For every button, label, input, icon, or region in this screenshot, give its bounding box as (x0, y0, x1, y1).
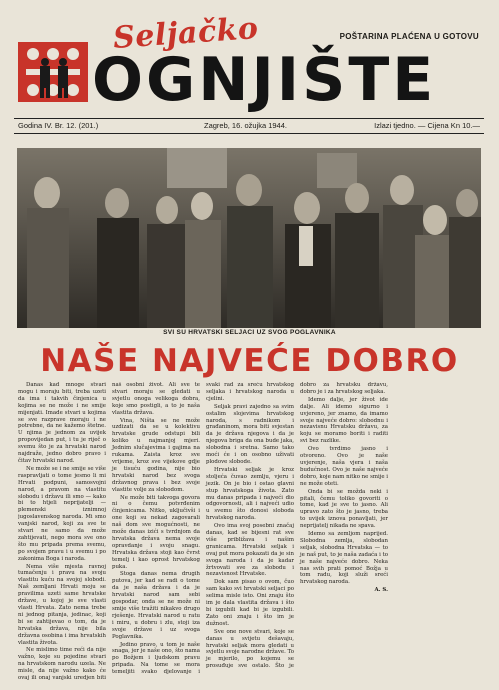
article-paragraph: Nema više mjesta ravnoj tumačenju i pravu na svoju vlastitu kuću na svojoj slobodi. Naš zemljani Hrvati moju se pravilima uzeti same hrvatske države, u kojoj je sve vlasti vlasti Hrvata. Zato nema trebe ni jednog pitanja, jedinac, koji bi se zahtijevao o tom, da je hrvatska država, nije bila državna osobina i ima hrvatskih vlastita života. (18, 563, 106, 646)
issue-info-bar (14, 118, 484, 134)
article-paragraph: Idemo dalje, jer život ide dalje. Ali idemo sigurno i uvjereno, jer znamo, da imamo svoje najveće dobro: slobodnu i nezavisnu Hrvatsku državu, za koju se moramo boriti i raditi svi bez razlike. (300, 396, 388, 445)
frequency-price: Izlazi tjedno. — Cijena Kn 10.— (374, 121, 480, 130)
folk-emblem-icon (18, 42, 88, 102)
article-body (18, 382, 482, 682)
article-paragraph: Ne može biti takvoga govora ni o čemu potvrđenim činjenicama. Nitko, uključivši i one koji su nekad zagovarali naš dom sve mogućnosti, ne može danas izići s tvrdnjom da hrvatska država nema svoje opravdanje i svoju snagu. Hrvatska država stoji kao čvrst temelj i kao oprost hrvatskog puka. (112, 494, 200, 570)
masthead (8, 4, 493, 116)
front-page-photo (17, 148, 481, 328)
article-signature: A. S. (374, 587, 388, 594)
article-paragraph: Stoga danas nema drugih putova, jer kad se radi o tome da je naša država i da je hrvatski narod sam sebi gospodar, onda se ne može ni smije više tražiti nikakvo drugo rješenje. Hrvatski narod u ratu i miru, u dobru i zlu, stoji iza svoje države i uz svoga Poglavnika. (112, 571, 200, 640)
article-paragraph: Ne mislimo time reći da nije važno, koje su pojedine stvari na hrvatskom narodu uzela. Ne misle, da nije važno kako će ovaj ili onaj vanjski uredjen biti naš osobni život. Ali sve te stvari moraju se gledati u svjetlu onoga velikoga dobra, koje smo postigli, a to je naša vlastita država. (18, 382, 200, 682)
article-paragraph: Hrvatski seljak je kroz stoljeća čuvao zemlju, vjeru i jezik. On je bio i ostao glavni stup hrvatskoga života. Zato mu danas pripada i najveći dio odgovornosti, ali i najveći udio u svemu što donosi sloboda hrvatskog naroda. (206, 466, 294, 522)
article-paragraph: Danas kad mnoge stvari mogu i moraju biti, treba uzeti da ima i takvih činjenica u kojima se ne može i ne smije mijenjati. Imade stvari u kojima se sve razprave moraju i ne potrebne, da ne kažemo štetne. U njima je jednom za uvijek propovijedan put, i tu je riječ o svemu što je za hrvatski narod najdraže, jedno dobro pravo i čitav hrvatski narod. (18, 382, 106, 464)
article-paragraph: Idemo sa zemljom naprijed. Slobodna zemlja, slobodan seljak, slobodna Hrvatska — to je naš put, to je naša zadaća i to je naše najveće dobro. Neka nas svih prati pomoć Božja u tom radu, koji služi sreći hrvatskog naroda. (300, 531, 388, 586)
article-paragraph: Vina, Ništa se ne može uzdizati da se u kolektivu hrvatske grude odstupi bili koliko u najmanjoj mjeri. Jednim slučajevima i gajima na rukama. Zaista kroz sve vrijeme, kroz sve vijekove gdje je tisuću godina, nije bio hrvatski narod bez svoga državnog prava i bez svoje vlastite volje za slobodom. (112, 417, 200, 493)
issue-number: Godina IV. Br. 12. (201.) (18, 121, 99, 130)
article-paragraph: Ne može se i ne smije se više raspravljati o tome jesmo li mi Hrvati podpuni, samosvojni narod, a pravom na vlastitu slobodu i državu ili smo — kako bi to htjeli neprijatelji — plemenski iznimnoj jugoslavenskog naroda. Mi smo vanjski narod, koji za sve te stvari ne samo da može zahtijevati, nego mora sve ono što mu pripada prema svemu, po svojem pravu i u svemu i po zakonima Boga i naroda. (18, 465, 106, 562)
article-headline: NAŠE NAJVEĆE DOBRO (40, 343, 459, 379)
article-paragraph: Dok sam pisao o ovom, čuo sam kako svi hrvatski seljaci po selima misle isto. Oni znaju što im je dala vlastita država i što bi izgubili kad bi je izgubili. Zato oni znaju i što im je dužnost. (206, 579, 294, 627)
article-paragraph: Sve one nove stvari, koje se danas u svijetu dešavaju, hrvatski seljak mora gledati u svjetlu svoje narodne države. To je mjerilo, po kojemu se prosuđuje sve ostalo. Što je dobro za hrvatsku državu, dobro je i za hrvatskog seljaka. (206, 382, 388, 670)
issue-date: Zagreb, 16. ožujka 1944. (204, 121, 287, 130)
masthead-script-title: Seljačko (111, 10, 260, 57)
article-paragraph: Jedino pravo, u tom je naše snaga, jer je naše ono, što nama po Božjem i ljudskom pravu pripada. Na tome se mora temeljiti svako djelovanje i svaki rad za sreću hrvatskog seljaka i hrvatskog naroda u cjelini. (112, 382, 294, 676)
article-paragraph: Ovo ima svoj posebni značaj danas, kad se bijesni rat sve više približava i našim granicama. Hrvatski seljak i ovaj put mora pokazati da je sin svoga naroda i da je kadar žrtvovati sve za slobodu i nezavisnost Hrvatske. (206, 523, 294, 578)
photo-caption: SVI SU HRVATSKI SELJACI UZ SVOG POGLAVNIKA (163, 329, 336, 336)
article-paragraph: Ovo tvrdimo jasno i otvoreno. Ovo je naše uvjerenje, naša vjera i naša budućnost. Ovo je naše najveće dobro, koje nam nitko ne smije i ne može oteti. (300, 446, 388, 487)
postage-notice: POŠTARINA PLAĆENA U GOTOVU (339, 32, 479, 41)
masthead-title: OGNJIŠTE (92, 45, 437, 115)
article-paragraph: Seljak pravi zajedno sa svim ostalim slojevima hrvatskog naroda, s radnikom i građaninom, mora biti svjestan da je država njegova i da je njegova briga da ona bude jaka, slobodna i sretna. Samo tako moći će i on osobno uživati plodove slobode. (206, 403, 294, 465)
article-paragraph: Onda bi se možda neki i pitali, čemu toliko govoriti o tome, kad je sve to jasno. Ali upravo zato što je jasno, treba to uvijek iznova ponavljati, jer neprijatelj nikada ne spava. (300, 488, 388, 530)
